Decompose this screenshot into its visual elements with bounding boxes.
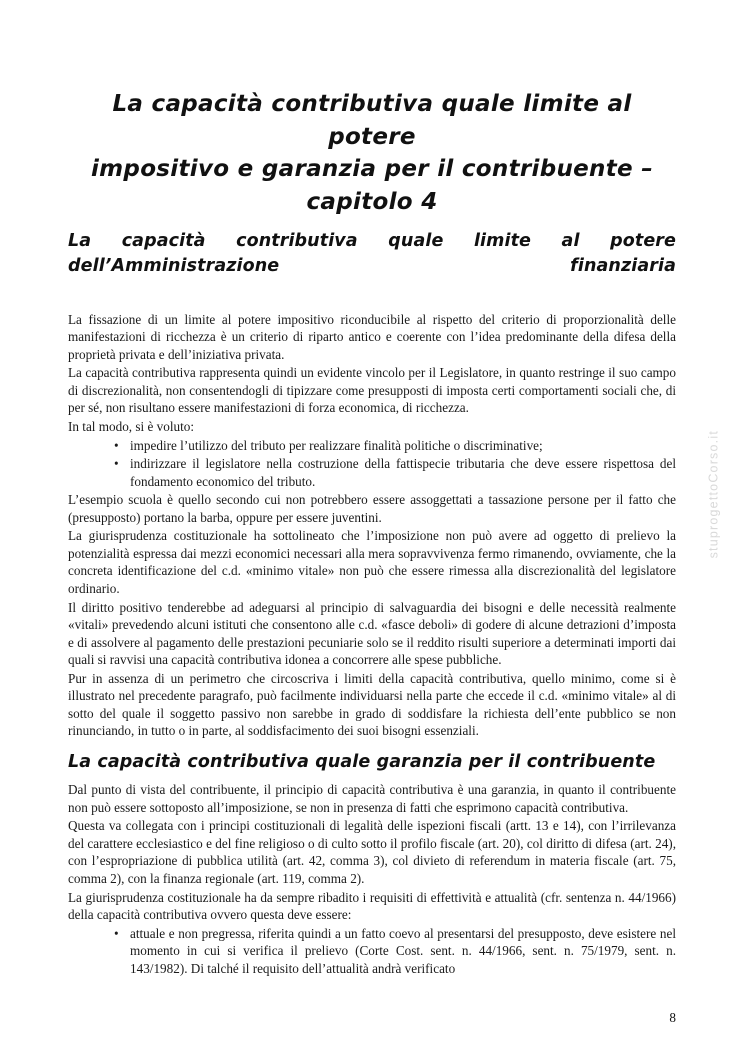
paragraph: Questa va collegata con i principi costituzionali di legalità delle ispezioni fiscali (artt. 13 e 14), con l’irrilevanza del carattere ecclesiastico e del fine religioso o di culto sotto il profilo fiscale (art. 20), col diritto di difesa (art. 24), con l’espropriazione di pubblica utilità (art. 42, comma 3), col divieto di referendum in materia fiscale (art. 75, comma 2), con la finanza regionale (art. 119, comma 2). [68,818,676,886]
page-title-line-1: La capacità contributiva quale limite al potere [112,91,632,150]
page-title [68,88,676,219]
paragraph: La fissazione di un limite al potere impositivo riconducibile al rispetto del criterio di proporzionalità delle manifestazioni di ricchezza è un criterio di riparto antico e coerente con l’idea predominante della difesa della proprietà privata e dell’iniziativa privata. [68,311,676,362]
paragraph: La capacità contributiva rappresenta quindi un evidente vincolo per il Legislatore, in quanto restringe il suo campo di discrezionalità, non consentendogli di tipizzare come presupposti di imposta certi comportamenti sociali che, di per sé, non risultano essere manifestazioni di forza economica, di ricchezza. [68,365,676,416]
list-item: • impedire l’utilizzo del tributo per realizzare finalità politiche o discriminative; [114,437,676,455]
paragraph: La giurisprudenza costituzionale ha sottolineato che l’imposizione non può avere ad oggetto di prelievo la potenzialità espressa dai mezzi economici necessari alla mera sopravvivenza fermo rimanendo, ovviamente, che la concreta identificazione del c.d. «minimo vitale» non può che essere rimessa alla discrezionalità del legislatore ordinario. [68,528,676,596]
page-number: 8 [669,1010,676,1025]
page-title-line-2: impositivo e garanzia per il contribuente – [90,156,654,183]
paragraph: In tal modo, si è voluto: [68,419,195,435]
paragraph: Il diritto positivo tenderebbe ad adeguarsi al principio di salvaguardia dei bisogni e delle necessità realmente «vitali» prevedendo alcuni istituti che consentono alle c.d. «fasce deboli» di godere di alcune detrazioni d’imposta e di assolvere al pagamento delle prestazioni pecuniarie solo se il reddito risulti superiore a determinati importi dai quali si ravvisi una capacità contributiva idonea a concorrere alle spese pubbliche. [68,599,676,668]
bullet-list [68,437,676,491]
list-item: • attuale e non pregressa, riferita quindi a un fatto coevo al presentarsi del presupposto, deve esistere nel momento in cui si verifica il prelievo (Corte Cost. sent. n. 44/1966, sent. n. 75/1979, sent. n. 143/1982). Di talché il requisito dell’attualità andrà verificato [114,925,676,978]
section-heading-2: La capacità contributiva quale garanzia per il contribuente [68,751,656,772]
list-item: • indirizzare il legislatore nella costruzione della fattispecie tributaria che deve essere rispettosa del fondamento economico del tributo. [114,455,676,490]
bullet-list [68,925,676,978]
page-title-line-3: capitolo 4 [306,188,438,215]
watermark: stuprogettoCorso.it [706,430,720,559]
paragraph: L’esempio scuola è quello secondo cui non potrebbero essere assoggettati a tassazione persone per il fatto che (presupposto) portano la barba, oppure per essere juventini. [68,492,676,525]
paragraph: La giurisprudenza costituzionale ha da sempre ribadito i requisiti di effettività e attualità (cfr. sentenza n. 44/1966) della capacità contributiva ovvero questa deve essere: [68,889,676,923]
section-heading-1: La capacità contributiva quale limite al potere dell’Amministrazione finanziaria [68,230,676,276]
paragraph: Dal punto di vista del contribuente, il principio di capacità contributiva è una garanzia, in quanto il contribuente non può essere sottoposto all’imposizione, se non in presenza di fatti che esprimono capacità contributiva. [68,782,676,815]
paragraph: Pur in assenza di un perimetro che circoscriva i limiti della capacità contributiva, quello minimo, come si è illustrato nel precedente paragrafo, può facilmente individuarsi nella parte che eccede il c.d. «minimo vitale» al di sotto del quale il soggetto passivo non sarebbe in grado di soddisfare la richiesta dell’ente pubblico se non rinunciando, in tutto o in parte, al soddisfacimento dei suoi bisogni essenziali. [68,670,676,739]
